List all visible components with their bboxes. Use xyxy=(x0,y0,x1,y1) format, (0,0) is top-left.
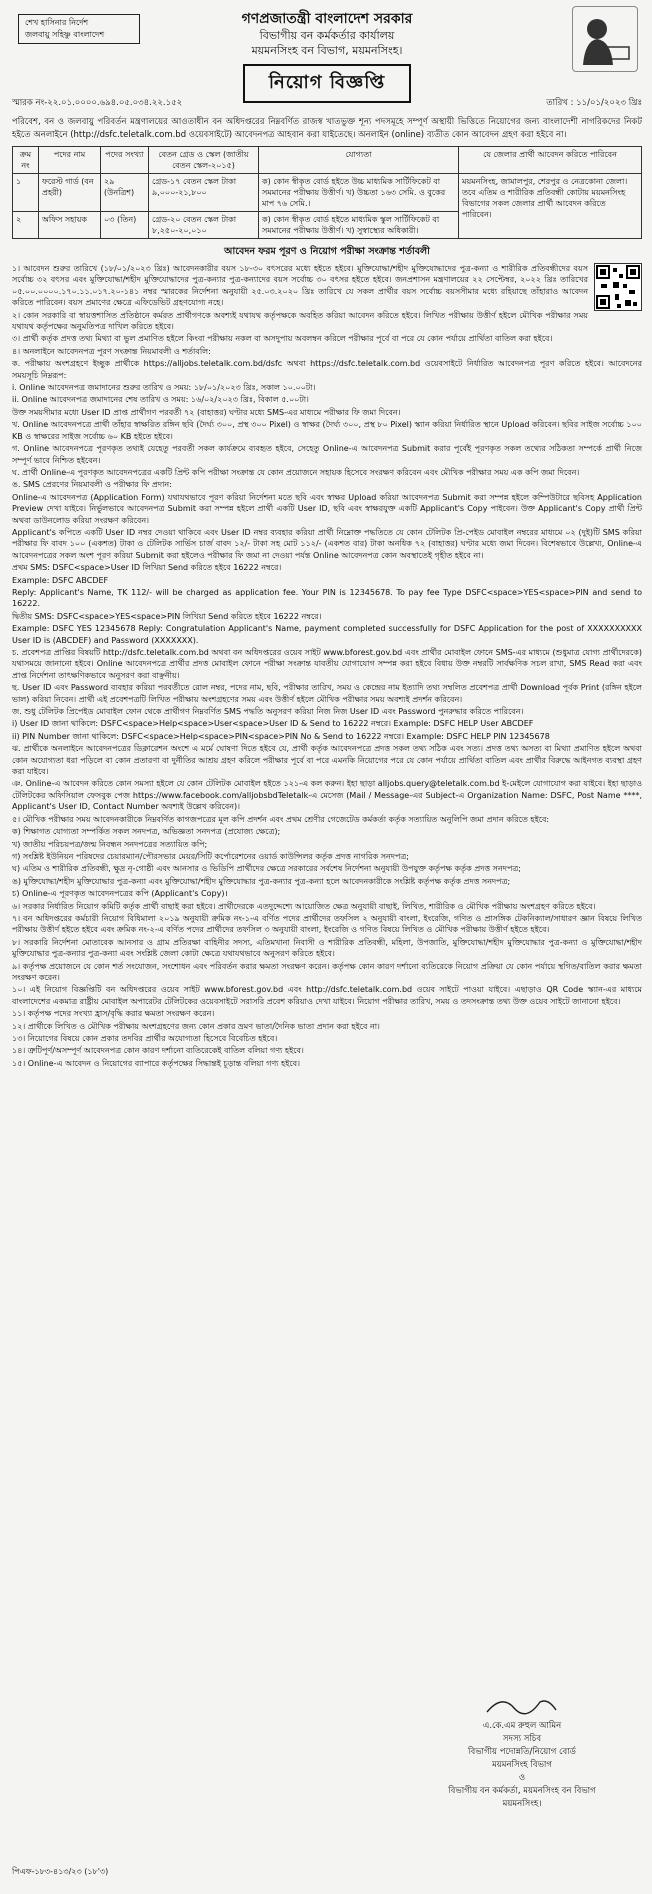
posts-table xyxy=(12,146,642,239)
header-post: পদের নাম xyxy=(39,147,101,174)
cell-post: ফরেস্ট গার্ড (বন প্রহরী) xyxy=(39,174,101,212)
table-header-row xyxy=(13,147,642,174)
term-item: i) User ID জানা থাকিলে: DSFC<space>Help<space>User<space>User ID & Send to 16222 নম্বরে। Example: DSFC HELP User ABCDEF xyxy=(12,719,534,729)
term-item: Applicant's কপিতে একটি User ID নম্বর দেওয়া থাকিবে এবং User ID নম্বর ব্যবহার করিয়া প্রার্থী নিম্নোক্ত পদ্ধতিতে যে কোন টেলিটক প্রি-পেইড মোবাইল নম্বরের মাধ্যমে ০২ (দুই)টি SMS করিয়া পরীক্ষার ফি বাবদ ১০০ (একশত) টাকা ও টেলিটক সার্ভিস চার্জ বাবদ ১২/- টাকা সহ মোট ১১২/- (একশত বার) টাকা অনধিক ৭২ (বাহাত্তর) ঘণ্টার মধ্যে জমা দিবেন। বিশেষভাবে উল্লেখ্য, Online-এ আবেদনপত্রের সকল অংশ পূরণ করিয়া Submit করা হইলেও পরীক্ষার ফি জমা না দেওয়া পর্যন্ত Online আবেদনপত্র কোন অবস্থাতেই গৃহীত হইবে না। xyxy=(12,527,642,560)
term-item: ১০। এই নিয়োগ বিজ্ঞপ্তিটি বন অধিদপ্তরের ওয়েব সাইট www.bforest.gov.bd এবং http://dsfc.teletalk.com.bd ওয়েব সাইটে পাওয়া যাইবে। এছাড়াও QR Code স্ক্যান-এর মাধ্যমে বাংলাদেশের একমাত্র রাষ্ট্রীয় মোবাইল অপারেটর টেলিটকের ওয়েবসাইটে সরাসরি প্রবেশ করিয়াও দেখা যাইবে। নিয়োগ পরীক্ষার তারিখ, সময় ও তদসংক্রান্ত তথ্য উক্ত ওয়েব সাইটে জানানো হইবে। xyxy=(12,985,642,1006)
issue-date: তারিখ : ১১/০১/২০২৩ খ্রিঃ xyxy=(546,98,642,108)
term-item: গ) সংশ্লিষ্ট ইউনিয়ন পরিষদের চেয়ারম্যান/পৌরসভার মেয়র/সিটি কর্পোরেশনের ওয়ার্ড কাউন্সিলর কর্তৃক প্রদত্ত নাগরিক সনদপত্র; xyxy=(12,851,409,861)
term-item: ক) শিক্ষাগত যোগ্যতা সম্পর্কিত সকল সনদপত্র, অভিজ্ঞতা সনদপত্র (প্রযোজ্য ক্ষেত্রে); xyxy=(12,827,281,837)
terms-title: আবেদন ফরম পূরণ ও নিয়োগ পরীক্ষা সংক্রান্ত শর্তাবলী xyxy=(224,246,430,257)
term-item: Example: DSFC YES 12345678 Reply: Congratulation Applicant's Name, payment completed successfully for DSFC Application for the post of XXXXXXXXXX User ID is (ABCDEF) and Password (XXXXXXX). xyxy=(12,624,642,645)
signatory-line2: বিভাগীয় পদোন্নতি/নিয়োগ বোর্ড xyxy=(468,1747,576,1757)
notice-title: নিয়োগ বিজ্ঞপ্তি xyxy=(243,64,411,103)
term-item: দ্বিতীয় SMS: DSFC<space>YES<space>PIN লিখিয়া Send করিতে হইবে 16222 নম্বরে। xyxy=(12,611,322,621)
intro-paragraph: পরিবেশ, বন ও জলবায়ু পরিবর্তন মন্ত্রণালয়ের আওতাধীন বন অধিদপ্তরের নিম্নবর্ণিত রাজস্ব খাতভুক্ত শূন্য পদসমূহে সম্পূর্ণ অস্থায়ী ভিত্তিতে নিয়োগের জন্য বাংলাদেশী নাগরিকদের নিকট হইতে অনলাইনে (http://dsfc.teletalk.com.bd ওয়েবসাইটে) আবেদনপত্র আহবান করা যাইতেছে। অনলাইন (online) ব্যতীত কোন আবেদন গ্রহণ করা হইবে না। xyxy=(12,117,642,140)
signature-mark xyxy=(412,1690,632,1720)
term-item: ১৩। নিয়োগের বিষয়ে কোন প্রকার তদবির প্রার্থীর অযোগ্যতা হিসেবে বিবেচিত হইবে। xyxy=(12,1034,278,1043)
term-item: ৮। সরকারি নির্দেশনা মোতাবেক আনসার ও গ্রাম প্রতিরক্ষা বাহিনীর সদস্য, এতিমখানা নিবাসী ও শারীরিক প্রতিবন্ধী, মহিলা, উপজাতি, মুক্তিযোদ্ধা/শহীদ মুক্তিযোদ্ধার পুত্র-কন্যা ও মুক্তিযোদ্ধা/শহীদ মুক্তিযোদ্ধার পুত্র-কন্যার পুত্র-কন্যা এবং সংশ্লিষ্ট জেলা কোটা ক্ষেত্রে যথাযথভাবে অনুসরণ করিতে হইবে। xyxy=(12,937,642,959)
term-item: চ. প্রবেশপত্র প্রাপ্তির বিষয়টি http://dsfc.teletalk.com.bd অথবা বন অধিদপ্তরের ওয়েব সাইট www.bforest.gov.bd এবং প্রার্থীর মোবাইল ফোনে SMS-এর মাধ্যমে (শুধুমাত্র যোগ্য প্রার্থীদেরকে) যথাসময়ে জানানো হইবে। Online আবেদনপত্রে প্রার্থীর প্রদত্ত মোবাইল ফোনে পরীক্ষা সংক্রান্ত যাবতীয় যোগাযোগ সম্পন্ন করা হইবে বিধায় উক্ত নম্বরটি সার্বক্ষণিক সচল রাখা, SMS Read করা এবং প্রাপ্ত নির্দেশনা তাৎক্ষণিকভাবে অনুসরণ করা বাঞ্ছনীয়। xyxy=(12,648,642,680)
cell-sl: ১ xyxy=(13,174,39,212)
table-row xyxy=(13,174,642,212)
term-item: গ. Online আবেদনপত্রে পূরণকৃত তথ্যই যেহেতু পরবর্তী সকল কার্যক্রমে ব্যবহৃত হইবে, সেহেতু Online-এ আবেদনপত্র Submit করার পূর্বেই পূরণকৃত সকল তথ্যের সঠিকতা সম্পর্কে প্রার্থী নিজে সম্পূর্ণ ভাবে নিশ্চিত হইবেন। xyxy=(12,444,642,465)
header-district: যে জেলার প্রার্থী আবেদন করিতে পারিবেন xyxy=(459,147,642,174)
mujib-logo-icon xyxy=(572,6,638,72)
gov-heading xyxy=(12,10,642,58)
term-item: ১৫। Online-এ আবেদন ও নিয়োগের ব্যাপারে কর্তৃপক্ষের সিদ্ধান্তই চূড়ান্ত বলিয়া গণ্য হইবে। xyxy=(12,1058,300,1068)
term-item: ৫। মৌখিক পরীক্ষার সময় আবেদনকারীকে নিম্নবর্ণিত কাগজপত্রের মূল কপি প্রদর্শন এবং প্রথম শ্রেণীর গেজেটেড কর্মকর্তা কর্তৃক সত্যায়িত অনুলিপি জমা প্রদান করিতে হইবে: xyxy=(12,814,550,824)
term-item: উক্ত সময়সীমার মধ্যে User ID প্রাপ্ত প্রার্থীগণ পরবর্তী ৭২ (বাহাত্তর) ঘণ্টার মধ্যে SMS-এর মাধ্যমে পরীক্ষার ফি জমা দিবেন। xyxy=(12,407,401,417)
header-sl: ক্রম নং xyxy=(13,147,39,174)
term-item: i. Online আবেদনপত্র জমাদানের শুরুর তারিখ ও সময়: ১৮/০১/২০২৩ খ্রিঃ, সকাল ১০.০০টা। xyxy=(12,383,316,393)
term-item: খ) জাতীয় পরিচয়পত্র/জন্ম নিবন্ধন সনদপত্রের সত্যায়িত কপি; xyxy=(12,839,208,849)
term-item: ঘ. প্রার্থী Online-এ পূরণকৃত আবেদনপত্রের একটি প্রিন্ট কপি পরীক্ষা সংক্রান্ত যে কোন প্রয়োজনে সহায়ক হিসেবে সংরক্ষণ করিবেন এবং মৌখিক পরীক্ষার সময় এক কপি জমা দিবেন। xyxy=(12,467,580,477)
term-item: ii. Online আবেদনপত্র জমাদানের শেষ তারিখ ও সময়: ১৬/০২/২০২৩ খ্রিঃ, বিকাল ৫.০০টা। xyxy=(12,395,309,405)
term-item: প্রথম SMS: DSFC<space>User ID লিখিয়া Send করিতে হইবে 16222 নম্বরে। xyxy=(12,563,282,573)
term-item: ঘ) এতিম ও শারীরিক প্রতিবন্ধী, ক্ষুদ্র নৃ-গোষ্ঠী এবং আনসার ও ভিডিপি প্রার্থীদের ক্ষেত্রে সরকারের সর্বশেষ নির্দেশনা অনুযায়ী উপযুক্ত কর্তৃপক্ষ কর্তৃক প্রদত্ত সনদপত্র; xyxy=(12,864,521,874)
signatory-name: এ.কে.এম রুহুল আমিন xyxy=(482,1721,562,1731)
term-item: ১। আবেদন শুরুর তারিখে (১৮/০১/২০২৩ খ্রিঃ) আবেদনকারীর বয়স ১৮-৩০ বৎসরের মধ্যে হইতে হইবে। মুক্তিযোদ্ধা/শহীদ মুক্তিযোদ্ধাদের পুত্র-কন্যা ও শারীরিক প্রতিবন্ধীদের বয়স সর্বোচ্চ ৩২ বৎসর এবং মুক্তিযোদ্ধা/শহীদ মুক্তিযোদ্ধাদের পুত্র-কন্যার পুত্র-কন্যাদের বয়স সর্বোচ্চ ৩০ বৎসর হইতে হইবে। জনপ্রশাসন মন্ত্রণালয়ের ২২ সেপ্টেম্বর, ২০২২ খ্রিঃ তারিখের ০৫.০০.০০০০.১৭০.১১.০১৭.২০-১৪১ নম্বর স্মারকের নির্দেশনা অনুযায়ী ২৫.০৩.২০২০ খ্রিঃ তারিখে যে সকল প্রার্থীর বয়স সর্বোচ্চ বয়সসীমার মধ্যে রহিয়াছে তাঁহারাও আবেদন করিতে পারিবেন। বয়স প্রমাণের ক্ষেত্রে এফিডেভিট গ্রহণযোগ্য নহে। xyxy=(12,264,588,308)
signatory-line5: বিভাগীয় বন কর্মকর্তা, ময়মনসিংহ বন বিভাগ xyxy=(448,1786,596,1796)
signatory-line3: ময়মনসিংহ বিভাগ xyxy=(492,1760,552,1770)
term-item: ১২। প্রার্থীকে লিখিত ও মৌখিক পরীক্ষায় অংশগ্রহণের জন্য কোন প্রকার ভ্রমণ ভাতা/দৈনিক ভাতা প্রদান করা হইবে না। xyxy=(12,1021,380,1031)
term-item: ঙ) মুক্তিযোদ্ধা/শহীদ মুক্তিযোদ্ধার পুত্র-কন্যা এবং মুক্তিযোদ্ধা/শহীদ মুক্তিযোদ্ধার পুত্র-কন্যার পুত্র-কন্যা হলে আবেদনকারীকে সংশ্লিষ্ট কর্তৃপক্ষ কর্তৃক প্রদত্ত সনদপত্র; xyxy=(12,876,511,886)
cell-count: ২৯ (উনত্রিশ) xyxy=(101,174,149,212)
terms-list xyxy=(12,263,642,1069)
header-qualification: যোগ্যতা xyxy=(259,147,459,174)
term-item: ১৪। ত্রুটিপূর্ণ/অসম্পূর্ণ আবেদনপত্র কোন কারণ দর্শানো ব্যতিরেকেই বাতিল বলিয়া গণ্য হইবে। xyxy=(12,1046,304,1056)
signatory-line4: ও xyxy=(518,1773,526,1783)
term-item: ৪। অনলাইনে আবেদনপত্র পূরণ সংক্রান্ত নিয়মাবলী ও শর্তাবলি: xyxy=(12,346,211,356)
term-item: ৯। কর্তৃপক্ষ প্রয়োজনে যে কোন শর্ত সংযোজন, সংশোধন এবং পরিবর্তন করার ক্ষমতা সংরক্ষণ করেন। কর্তৃপক্ষ কোন কারণ দর্শানো ব্যতিরেকে নিয়োগ প্রক্রিয়া যে কোন পর্যায়ে স্থগিত/বাতিল করার ক্ষমতা সংরক্ষণ করেন। xyxy=(12,961,642,982)
header-grade: বেতন গ্রেড ও স্কেল (জাতীয় বেতন স্কেল-২০১৫) xyxy=(149,147,259,174)
term-item: জ. শুধু টেলিটক প্রিপেইড মোবাইল ফোন থেকে প্রার্থীগণ নিম্নবর্ণিত SMS পদ্ধতি অনুসরণ করিয়া নিজ নিজ User ID এবং Password পুনরুদ্ধার করিতে পারিবেন। xyxy=(12,707,524,717)
gov-name: গণপ্রজাতন্ত্রী বাংলাদেশ সরকার xyxy=(241,11,413,27)
cell-qualification: ক) কোন স্বীকৃত বোর্ড হইতে উচ্চ মাধ্যমিক সার্টিফিকেট বা সমমানের পরীক্ষায় উত্তীর্ণ। খ) উচ্চতা ১৬৩ সেমি. ও বুকের মাপ ৭৬ সেমি.। xyxy=(259,174,459,212)
cell-grade: গ্রেড-১৭ বেতন স্কেল টাকা ৯,০০০-২১,৮০০ xyxy=(149,174,259,212)
header-count: পদের সংখ্যা xyxy=(101,147,149,174)
cell-grade: গ্রেড-২০ বেতন স্কেল টাকা ৮,২৫০-২০,০১০ xyxy=(149,212,259,239)
term-item: খ. Online আবেদনপত্রে প্রার্থী তাঁহার স্বাক্ষরিত রঙ্গিন ছবি (দৈর্ঘ্য ৩০০, প্রস্থ ৩০০ Pixel) ও স্বাক্ষর (দৈর্ঘ্য ৩০০, প্রস্থ ৮০ Pixel) স্ক্যান করিয়া নির্ধারিত স্থানে Upload করিবেন। ছবির সাইজ সর্বোচ্চ ১০০ KB ও স্বাক্ষরের সাইজ সর্বোচ্চ ৬০ KB হইতে হইবে। xyxy=(12,420,642,441)
signature-block xyxy=(412,1690,632,1811)
term-item: Example: DSFC ABCDEF xyxy=(12,575,109,585)
memo-number: স্মারক নং-২২.০১.০০০০.৬৯৪.০৫.০৩৪.২২.১৫২ xyxy=(12,98,183,108)
term-item: ছ. User ID এবং Password ব্যবহার করিয়া পরবর্তীতে রোল নম্বর, পদের নাম, ছবি, পরীক্ষার তারিখ, সময় ও কেন্দ্রের নাম ইত্যাদি তথ্য সম্বলিত প্রবেশপত্র প্রার্থী Download পূর্বক Print (রঙ্গিন হইলে ভাল) করিয়া নিবেন। প্রার্থী এই প্রবেশপত্রটি লিখিত পরীক্ষায় অংশগ্রহণের সময় এবং উত্তীর্ণ হইলে মৌখিক পরীক্ষার সময় অবশ্যই প্রদর্শন করিবেন। xyxy=(12,683,642,704)
term-item: ঞ. Online-এ আবেদন করিতে কোন সমস্যা হইলে যে কোন টেলিটক মোবাইল হইতে ১২১-এ কল করুন। ইহা ছাড়া alljobs.query@teletalk.com.bd ই-মেইলে যোগাযোগ করা যাইবে। ইহা ছাড়াও টেলিটকের অফিসিয়াল ফেসবুক পেজ https://www.facebook.com/alljobsbdTeletalk-এ মেসেজ (Mail / Message-এর Subject-এ Organization Name: DSFC, Post Name ****, Applicant's User ID, Contact Number অবশ্যই উল্লেখ করিবেন)। xyxy=(12,779,642,812)
slogan-line1: শেখ হাসিনার নির্দেশ xyxy=(25,18,89,27)
term-item: ১১। কর্তৃপক্ষ পদের সংখ্যা হ্রাস/বৃদ্ধি করার ক্ষমতা সংরক্ষণ করেন। xyxy=(12,1009,215,1019)
cell-district: ময়মনসিংহ, জামালপুর, শেরপুর ও নেত্রকোনা জেলা। তবে এতিম ও শারীরিক প্রতিবন্ধী কোটায় ময়মনসিংহ বিভাগের সকল জেলার প্রার্থী আবেদন করিতে পারিবেন। xyxy=(459,174,642,239)
cell-count: ০৩ (তিন) xyxy=(101,212,149,239)
term-item: ঝ. প্রার্থীকে অনলাইনে আবেদনপত্রের ডিক্লারেশন অংশে এ মর্মে ঘোষণা দিতে হইবে যে, প্রার্থী কর্তৃক আবেদনপত্রে প্রদত্ত সকল তথ্য সঠিক এবং সত্য। প্রদত্ত তথ্য অসত্য বা মিথ্যা প্রমাণিত হইলে অথবা কোন অযোগ্যতা ধরা পড়িলে বা কোন প্রতারণা বা দুর্নীতির আশ্রয় গ্রহণ করিলে পরীক্ষার পূর্বে বা পরে এমনকি নিয়োগের পরে যে কোন পর্যায়ে প্রার্থিতা বাতিল এবং প্রার্থীর বিরুদ্ধে আইনগত ব্যবস্থা গ্রহণ করা যাইবে। xyxy=(12,744,642,777)
signatory-line1: সদস্য সচিব xyxy=(502,1734,542,1744)
term-item: চ) Online-এ পূরণকৃত আবেদনপত্রের কপি (Applicant's Copy)। xyxy=(12,889,228,899)
term-item: ৬। সরকার নির্ধারিত নিয়োগ কমিটি কর্তৃক প্রার্থী বাছাই করা হইবে। প্রার্থীদেরকে এতদুদ্দেশ্যে আয়োজিত ক্ষেত্র অনুযায়ী বাছাই, লিখিত, শারীরিক ও মৌখিক পরীক্ষায় অংশগ্রহণ করিতে হইবে। xyxy=(12,901,596,911)
term-item: ii) PIN Number জানা থাকিলে: DSFC<space>Help<space>PIN<space>PIN No & Send to 16222 নম্বরে। Example: DSFC HELP PIN 12345678 xyxy=(12,731,550,741)
header xyxy=(12,6,642,114)
cell-sl: ২ xyxy=(13,212,39,239)
print-code: পিএফ-১৮৩-৪১৩/২৩ (১৮'৩) xyxy=(12,1867,109,1876)
cell-post: অফিস সহায়ক xyxy=(39,212,101,239)
qr-code-icon xyxy=(594,263,642,311)
signatory-line6: ময়মনসিংহ। xyxy=(502,1799,542,1809)
office-line2: ময়মনসিংহ বন বিভাগ, ময়মনসিংহ। xyxy=(251,44,403,57)
term-item: ঙ. SMS প্রেরণের নিয়মাবলী ও পরীক্ষার ফি প্রদান: xyxy=(12,480,172,490)
cell-qualification: ক) কোন স্বীকৃত বোর্ড হইতে মাধ্যমিক স্কুল সার্টিফিকেট বা সমমানের পরীক্ষায় উত্তীর্ণ। খ) সুস্বাস্থ্যের অধিকারী। xyxy=(259,212,459,239)
term-item: Online-এ আবেদনপত্র (Application Form) যথাযথভাবে পূরণ করিয়া নির্দেশনা মতে ছবি এবং স্বাক্ষর Upload করিয়া আবেদনপত্র Submit করা সম্পন্ন হইলে কম্পিউটারে ছবিসহ Application Preview দেখা যাইবে। নির্ভুলভাবে আবেদনপত্র Submit করা সম্পন্ন হইলে প্রার্থী একটি User ID, ছবি এবং স্বাক্ষরযুক্ত একটি Applicant's Copy পাইবেন। উক্ত Applicant's Copy প্রার্থী প্রিন্ট অথবা ডাউনলোড করিয়া সংরক্ষণ করিবেন। xyxy=(12,492,642,525)
office-line1: বিভাগীয় বন কর্মকর্তার কার্যালয় xyxy=(259,29,395,42)
term-item: ৭। বন অধিদপ্তরের কর্মচারী নিয়োগ বিধিমালা ২০১৯ অনুযায়ী ক্রমিক নং-১-এ বর্ণিত পদের প্রার্থীদের তফসিল ২ অনুযায়ী বাংলা, ইংরেজি, গণিত ও প্রাসঙ্গিক টেকনিক্যাল/সাধারণ জ্ঞান বিষয়ে লিখিত পরীক্ষায় উত্তীর্ণ হইতে হইবে এবং ক্রমিক নং-২-এ বর্ণিত পদের প্রার্থীদের তফসিল ৩ অনুযায়ী বাংলা, ইংরেজি ও গণিত বিষয়ে লিখিত ও মৌখিক পরীক্ষায় উত্তীর্ণ হইতে হইবে। xyxy=(12,913,642,935)
term-item: ৩। প্রার্থী কর্তৃক প্রদত্ত তথ্য মিথ্যা বা ভুল প্রমাণিত হইলে কিংবা পরীক্ষায় নকল বা অসদুপায় অবলম্বন করিলে পরীক্ষার পূর্বে বা পরে যে কোন পর্যায়ে প্রার্থিতা বাতিল করা হইবে। xyxy=(12,334,553,344)
term-item: ২। কোন সরকারি বা স্বায়ত্তশাসিত প্রতিষ্ঠানে কর্মরত প্রার্থীগণকে অবশ্যই যথাযথ কর্তৃপক্ষকে অবহিত করিয়া আবেদন করিতে হইবে। লিখিত পরীক্ষায় উত্তীর্ণ হইলে মৌখিক পরীক্ষার সময় যথাযথ কর্তৃপক্ষের অনুমতিপত্র দাখিল করিতে হইবে। xyxy=(12,310,588,332)
term-item: Reply: Applicant's Name, TK 112/- will be charged as application fee. Your PIN is 12345678. To pay fee Type DSFC<space>YES<space>PIN and send to 16222. xyxy=(12,587,642,609)
term-item: ক. পরীক্ষায় অংশগ্রহণে ইচ্ছুক প্রার্থীকে https://alljobs.teletalk.com.bd/dsfc অথবা https://dsfc.teletalk.com.bd ওয়েবসাইটে নির্ধারিত আবেদনপত্র পূরণ করিতে হইবে। আবেদনের সময়সূচি নিম্নরূপ: xyxy=(12,359,642,380)
slogan-line2: জলবায়ু সহিষ্ণু বাংলাদেশ xyxy=(25,30,105,39)
